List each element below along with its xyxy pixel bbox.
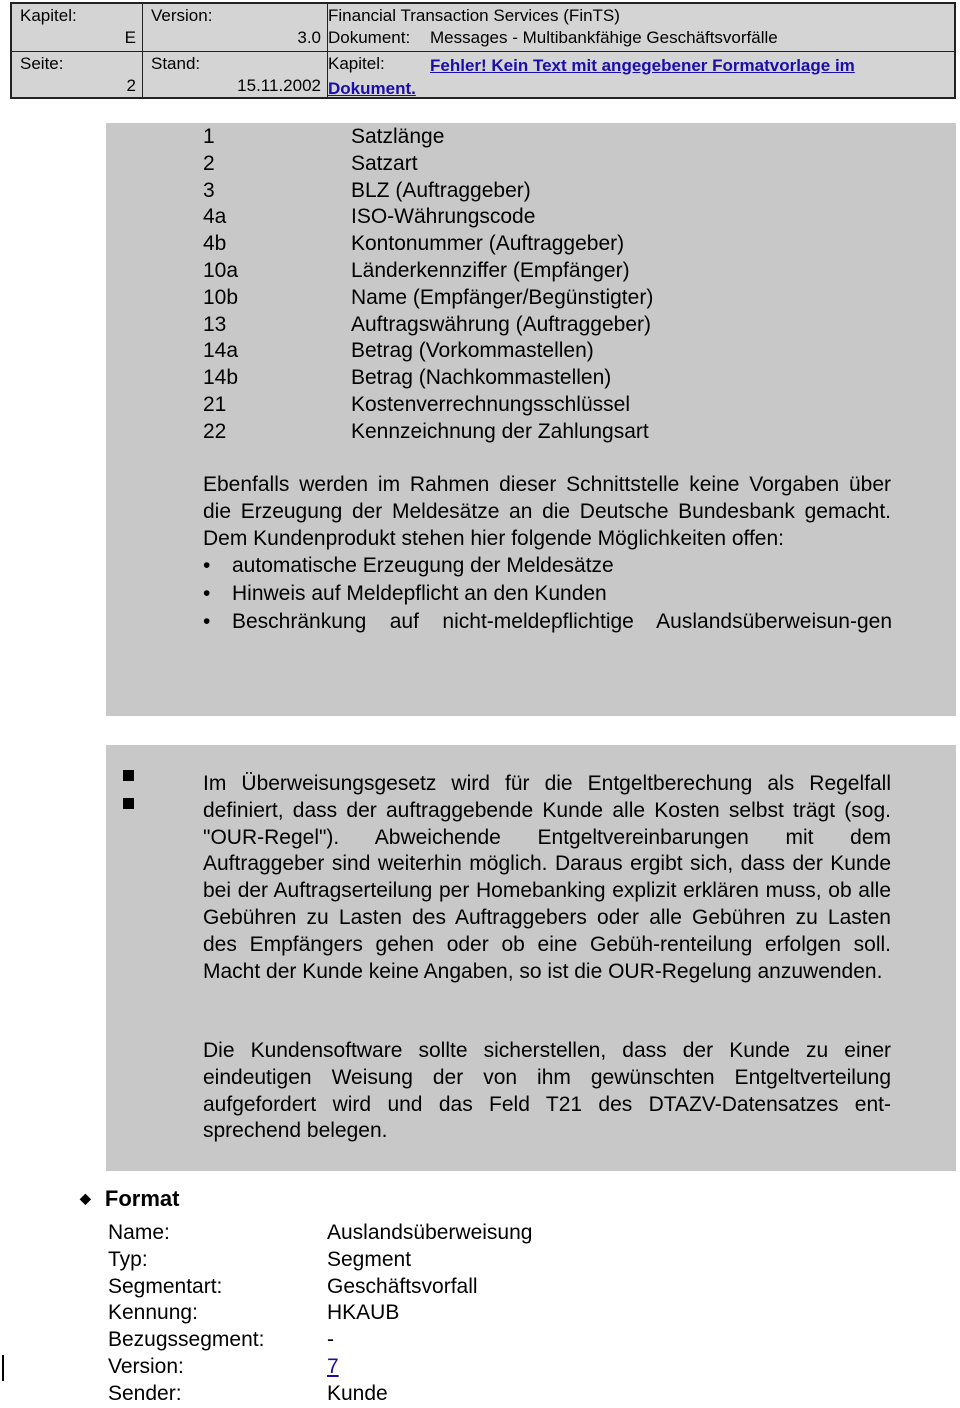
doc-title: Financial Transaction Services (FinTS)	[328, 6, 620, 25]
field-name: Kostenverrechnungsschlüssel	[351, 393, 630, 416]
format-label: Typ:	[108, 1247, 148, 1271]
field-number: 14b	[203, 366, 239, 390]
document-header	[10, 2, 956, 99]
square-bullet-icon	[123, 798, 134, 809]
kundensoftware-paragraph: Die Kundensoftware sollte sicherstellen, dass der Kunde zu einer eindeutigen Weisung der von ihm gewünschten Entgeltverteilung aufgefordert wird und das Feld T21 des DTAZV-Datensatzes ent-sprechend belegen.	[203, 1039, 891, 1143]
version-label: Version:	[151, 6, 213, 25]
note-box-our-regel	[106, 745, 956, 1171]
field-name: Betrag (Vorkommastellen)	[351, 339, 594, 363]
field-name: Kennzeichnung der Zahlungsart	[351, 419, 649, 443]
format-label: Name:	[108, 1221, 170, 1244]
format-value: Segment	[327, 1247, 412, 1271]
stand-value: 15.11.2002	[237, 76, 321, 95]
field-name: Auftragswährung (Auftraggeber)	[351, 312, 651, 336]
kapitel2-label: Kapitel:	[328, 54, 385, 73]
bullet-item: • Hinweis auf Meldepflicht an den Kunden	[203, 581, 891, 608]
field-number: 14a	[203, 339, 239, 363]
field-number: 13	[203, 312, 227, 336]
bullet-text: Beschränkung auf nicht-meldepflichtige Auslandsüberweisun-gen	[232, 609, 892, 633]
field-number: 2	[203, 151, 215, 175]
field-number: 4a	[203, 205, 227, 229]
format-value: Geschäftsvorfall	[327, 1274, 478, 1298]
stand-label: Stand:	[151, 54, 201, 73]
format-label: Bezugssegment:	[108, 1328, 265, 1352]
diamond-bullet-icon: ◆	[80, 1190, 91, 1206]
square-bullet-icon	[123, 770, 134, 781]
field-name: Satzlänge	[351, 125, 445, 148]
dokument-value: Messages - Multibankfähige Geschäftsvorfälle	[430, 28, 778, 47]
kapitel2-cell	[328, 51, 956, 97]
field-name: BLZ (Auftraggeber)	[351, 178, 531, 202]
kapitel-value: E	[124, 28, 136, 47]
field-name: Kontonummer (Auftraggeber)	[351, 232, 625, 256]
field-number: 3	[203, 178, 215, 202]
kapitel-label: Kapitel:	[20, 6, 77, 25]
format-label: Kennung:	[108, 1301, 198, 1325]
field-number: 1	[203, 125, 215, 148]
version-value: 3.0	[297, 28, 321, 47]
field-number: 10b	[203, 285, 239, 309]
field-name: Name (Empfänger/Begünstigter)	[351, 285, 654, 309]
change-bar	[2, 1355, 4, 1381]
kapitel-cell	[12, 4, 143, 51]
seite-value: 2	[126, 76, 136, 95]
our-regel-paragraph: Im Überweisungsgesetz wird für die Entgeltberechung als Regelfall definiert, dass der auftraggebende Kunde alle Kosten selbst trägt (sog. "OUR-Regel"). Abweichende Entgeltvereinbarungen mit dem Auftraggeber sind weiterhin möglich. Daraus ergibt sich, dass der Kunde bei der Auftragserteilung per Homebanking explizit erklären muss, ob alle Gebühren zu Lasten des Auftraggebers oder alle Gebühren zu Lasten des Empfängers gehen oder ob eine Gebüh-renteilung erfolgen soll. Macht der Kunde keine Angaben, so ist die OUR-Regelung anzuwenden.	[203, 772, 891, 983]
format-value: Kunde	[327, 1381, 388, 1405]
bullet-item: • automatische Erzeugung der Meldesätze	[203, 553, 891, 580]
note-box-fields	[106, 123, 956, 716]
field-name: Satzart	[351, 151, 418, 175]
format-value: HKAUB	[327, 1301, 400, 1325]
version-link[interactable]: 7	[327, 1355, 339, 1378]
field-number: 21	[203, 393, 227, 416]
format-value: -	[327, 1328, 334, 1352]
bullet-item	[203, 609, 892, 636]
format-heading-text: Format	[104, 1186, 180, 1211]
field-name: ISO-Währungscode	[351, 205, 536, 229]
field-name: Betrag (Nachkommastellen)	[351, 366, 612, 390]
stand-cell	[143, 51, 328, 97]
meldesaetze-section	[203, 472, 891, 636]
field-name: Länderkennziffer (Empfänger)	[351, 259, 630, 282]
format-label: Segmentart:	[108, 1274, 223, 1298]
meldesaetze-paragraph: Ebenfalls werden im Rahmen dieser Schnittstelle keine Vorgaben über die Erzeugung der Meldesätze an die Deutsche Bundesbank gemacht. Dem Kundenprodukt stehen hier folgende Möglichkeiten offen:	[203, 473, 891, 550]
seite-cell	[12, 51, 143, 97]
title-cell	[328, 4, 956, 51]
format-heading	[80, 1186, 179, 1212]
field-number: 22	[203, 419, 227, 443]
dokument-label: Dokument:	[328, 28, 411, 47]
format-label: Version:	[108, 1355, 184, 1378]
format-value: Auslandsüberweisung	[327, 1221, 533, 1244]
field-number: 4b	[203, 232, 227, 256]
kapitel-error-link[interactable]: Fehler! Kein Text mit angegebener Formatvorlage im Dokument.	[328, 56, 855, 98]
format-label: Sender:	[108, 1381, 182, 1405]
seite-label: Seite:	[20, 54, 64, 73]
field-number: 10a	[203, 259, 239, 282]
version-cell	[143, 4, 328, 51]
